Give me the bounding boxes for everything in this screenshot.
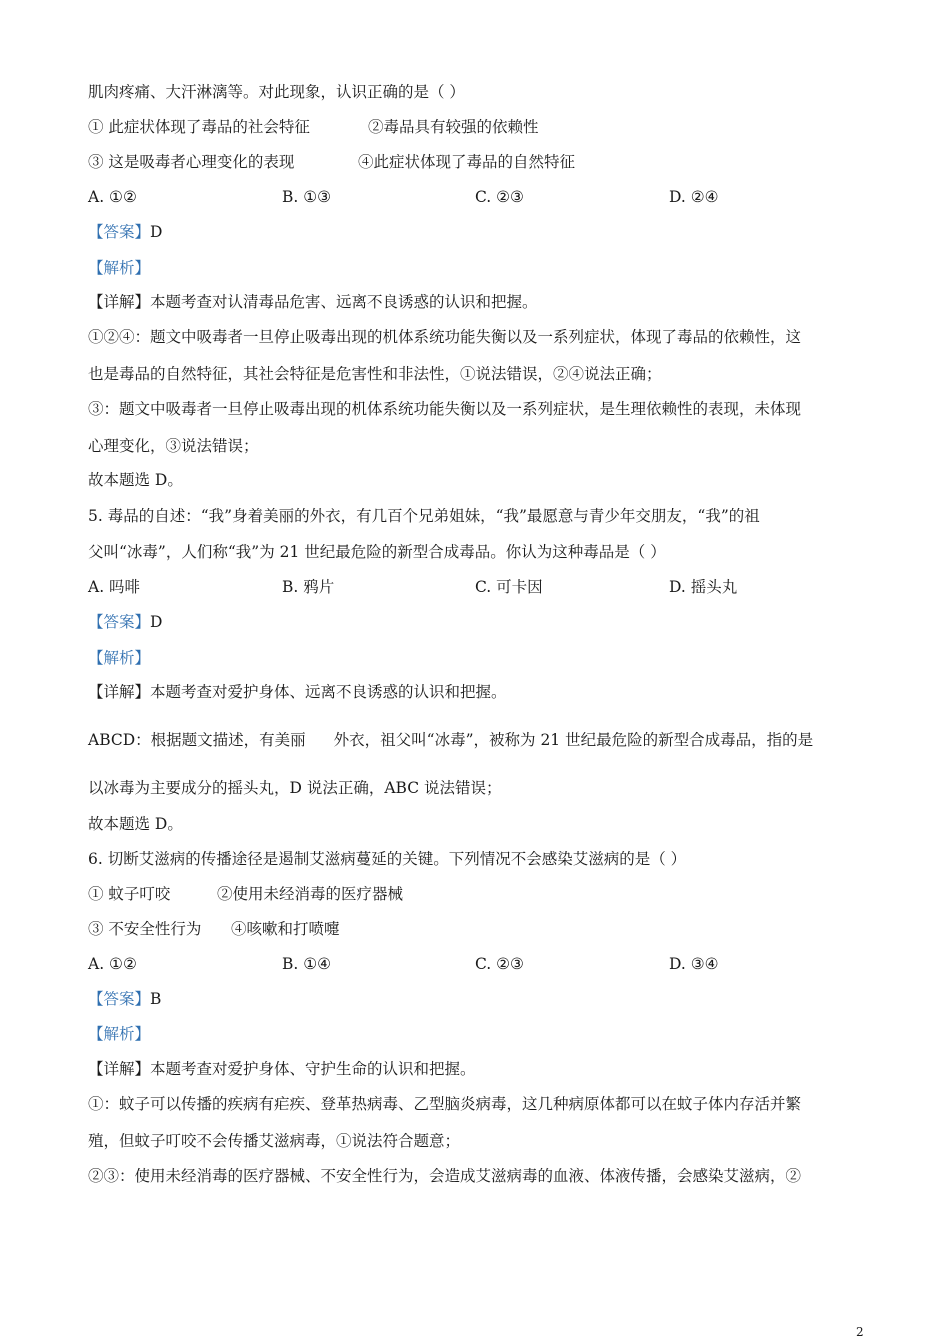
q4-explanation-2a: ③：题文中吸毒者一旦停止吸毒出现的机体系统功能失衡以及一系列症状，是生理依赖性的表现，未体现 — [88, 400, 802, 418]
q5-explanation-1b: 以冰毒为主要成分的摇头丸，D 说法正确，ABC 说法错误； — [88, 779, 502, 797]
q5-answer: D — [150, 613, 163, 631]
q4-statement-1: ① 此症状体现了毒品的社会特征 — [88, 118, 310, 136]
q5-option-d: D. 摇头丸 — [669, 578, 738, 596]
answer-tag: 【答案】 — [88, 223, 151, 241]
q6-option-b: B. ①④ — [282, 955, 332, 973]
q5-option-c: C. 可卡因 — [475, 578, 543, 596]
q4-explanation-1a: ①②④：题文中吸毒者一旦停止吸毒出现的机体系统功能失衡以及一系列症状，体现了毒品的依赖性，这 — [88, 328, 802, 346]
q4-answer: D — [150, 223, 163, 241]
q4-answer-line — [88, 222, 162, 242]
q4-conclusion: 故本题选 D。 — [88, 471, 183, 489]
q6-stem: 6. 切断艾滋病的传播途径是遏制艾滋病蔓延的关键。下列情况不会感染艾滋病的是（ ） — [88, 850, 687, 868]
q6-explanation-1a: ①：蚊子可以传播的疾病有疟疾、登革热病毒、乙型脑炎病毒，这几种病原体都可以在蚊子体内存活并繁 — [88, 1095, 802, 1113]
q4-statement-4: ④此症状体现了毒品的自然特征 — [358, 153, 576, 171]
q6-explanation-1b: 殖，但蚊子叮咬不会传播艾滋病毒，①说法符合题意； — [88, 1132, 461, 1150]
q6-option-d: D. ③④ — [669, 955, 719, 973]
q6-answer-line — [88, 989, 161, 1009]
q6-option-c: C. ②③ — [475, 955, 524, 973]
q5-explanation-1a-part1: ABCD：根据题文描述，有美丽 — [88, 731, 306, 749]
q4-option-c: C. ②③ — [475, 188, 524, 206]
q6-option-a: A. ①② — [88, 955, 137, 973]
q5-option-a: A. 吗啡 — [88, 578, 141, 596]
detail-tag: 【详解】 — [88, 1060, 151, 1078]
q6-detail: 本题考查对爱护身体、守护生命的认识和把握。 — [150, 1060, 476, 1078]
q6-statement-3: ③ 不安全性行为 — [88, 920, 202, 938]
q5-analysis-tag: 【解析】 — [88, 649, 151, 667]
q5-detail: 本题考查对爱护身体、远离不良诱惑的认识和把握。 — [150, 683, 507, 701]
q6-explanation-2a: ②③：使用未经消毒的医疗器械、不安全性行为，会造成艾滋病毒的血液、体液传播，会感染艾滋病，② — [88, 1167, 802, 1185]
q5-explanation-1a-part2: 外衣，祖父叫“冰毒”，被称为 21 世纪最危险的新型合成毒品，指的是 — [333, 731, 814, 749]
q6-answer: B — [150, 990, 162, 1008]
detail-tag: 【详解】 — [88, 683, 151, 701]
q5-stem-a: 5. 毒品的自述：“我”身着美丽的外衣，有几百个兄弟姐妹，“我”最愿意与青少年交朋友，“我”的祖 — [88, 507, 760, 525]
q4-explanation-1b: 也是毒品的自然特征，其社会特征是危害性和非法性，①说法错误，②④说法正确； — [88, 365, 662, 383]
detail-tag: 【详解】 — [88, 293, 151, 311]
q4-stem-tail: 肌肉疼痛、大汗淋漓等。对此现象，认识正确的是（ ） — [88, 83, 465, 101]
q5-answer-line — [88, 612, 162, 632]
q5-detail-line — [88, 682, 507, 702]
q5-explanation-1a — [88, 730, 813, 750]
q6-statement-4: ④咳嗽和打喷嚏 — [231, 920, 340, 938]
q4-detail: 本题考查对认清毒品危害、远离不良诱惑的认识和把握。 — [150, 293, 538, 311]
q4-statement-3: ③ 这是吸毒者心理变化的表现 — [88, 153, 295, 171]
q4-option-d: D. ②④ — [669, 188, 719, 206]
q4-option-b: B. ①③ — [282, 188, 332, 206]
q4-detail-line — [88, 292, 538, 312]
q5-option-b: B. 鸦片 — [282, 578, 335, 596]
q4-statement-2: ②毒品具有较强的依赖性 — [368, 118, 539, 136]
q4-explanation-2b: 心理变化，③说法错误； — [88, 437, 259, 455]
page-number: 2 — [856, 1325, 864, 1339]
q6-statement-1: ① 蚊子叮咬 — [88, 885, 171, 903]
answer-tag: 【答案】 — [88, 990, 151, 1008]
q5-stem-b: 父叫“冰毒”，人们称“我”为 21 世纪最危险的新型合成毒品。你认为这种毒品是（ ） — [88, 543, 666, 561]
answer-tag: 【答案】 — [88, 613, 151, 631]
q4-analysis-tag: 【解析】 — [88, 259, 151, 277]
q5-conclusion: 故本题选 D。 — [88, 815, 183, 833]
q6-statement-2: ②使用未经消毒的医疗器械 — [217, 885, 404, 903]
q6-analysis-tag: 【解析】 — [88, 1025, 151, 1043]
q4-option-a: A. ①② — [88, 188, 137, 206]
q6-detail-line — [88, 1059, 476, 1079]
